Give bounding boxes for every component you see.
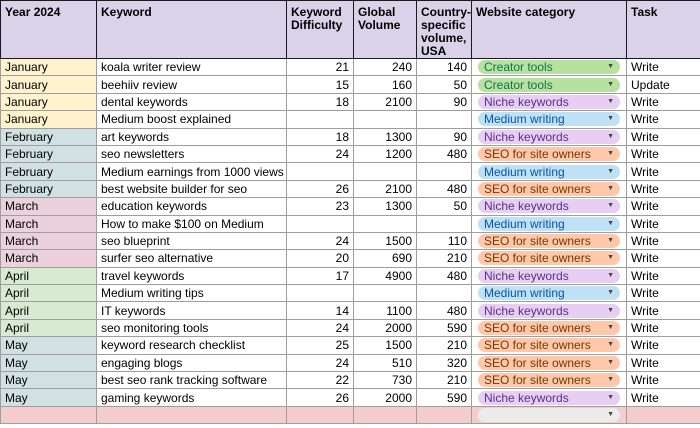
category-label: Medium writing — [484, 216, 565, 231]
cell-global-volume[interactable] — [354, 111, 417, 128]
cell-keyword[interactable]: seo newsletters — [97, 145, 287, 162]
cell-task[interactable]: Update — [627, 76, 700, 93]
table-row — [1, 372, 700, 389]
cell-keyword[interactable]: Medium writing tips — [97, 285, 287, 302]
triangle-down-icon: ▼ — [607, 289, 614, 297]
cell-keyword[interactable]: best seo rank tracking software — [97, 372, 287, 389]
table-row — [1, 337, 700, 354]
cell-country-volume[interactable]: 480 — [417, 180, 472, 197]
cell-country-volume[interactable]: 210 — [417, 372, 472, 389]
cell-difficulty[interactable]: 24 — [287, 232, 354, 249]
cell-month[interactable]: March — [1, 250, 97, 267]
cell-global-volume[interactable]: 1500 — [354, 232, 417, 249]
cell-keyword[interactable]: gaming keywords — [97, 389, 287, 406]
cell-category[interactable] — [472, 302, 627, 319]
category-dropdown-chip[interactable] — [478, 234, 620, 248]
cell-country-volume[interactable] — [417, 111, 472, 128]
category-dropdown-chip[interactable] — [478, 95, 620, 109]
cell-task[interactable]: Write — [627, 389, 700, 406]
cell-difficulty[interactable]: 26 — [287, 389, 354, 406]
cell-category[interactable] — [472, 285, 627, 302]
cell-month[interactable]: February — [1, 180, 97, 197]
triangle-down-icon: ▼ — [607, 411, 614, 418]
category-label: Niche keywords — [484, 199, 569, 214]
cell-country-volume[interactable] — [417, 163, 472, 180]
cell-task[interactable]: Write — [627, 59, 700, 76]
cell-category[interactable] — [472, 145, 627, 162]
triangle-down-icon: ▼ — [607, 80, 614, 88]
header-difficulty[interactable]: Keyword Difficulty — [287, 1, 354, 59]
cell-category[interactable] — [472, 267, 627, 284]
cell-category[interactable] — [472, 93, 627, 110]
cell-country-volume[interactable]: 590 — [417, 319, 472, 336]
category-label: Medium writing — [484, 164, 565, 179]
cell-task[interactable]: Write — [627, 128, 700, 145]
category-label: Niche keywords — [484, 303, 569, 318]
cell-global-volume[interactable]: 1200 — [354, 145, 417, 162]
category-label: Creator tools — [484, 60, 553, 75]
cell-task[interactable]: Write — [627, 145, 700, 162]
cell-difficulty[interactable]: 21 — [287, 59, 354, 76]
triangle-down-icon: ▼ — [607, 132, 614, 140]
cell-difficulty[interactable]: 22 — [287, 372, 354, 389]
cell-month[interactable]: March — [1, 215, 97, 232]
cell-country-volume[interactable]: 50 — [417, 198, 472, 215]
cell-keyword[interactable] — [97, 406, 287, 423]
table-row — [1, 267, 700, 284]
cell-category[interactable] — [472, 372, 627, 389]
category-label: SEO for site owners — [484, 355, 591, 370]
cell-task[interactable]: Write — [627, 354, 700, 371]
cell-keyword[interactable]: How to make $100 on Medium — [97, 215, 287, 232]
cell-month[interactable]: February — [1, 163, 97, 180]
category-dropdown-chip[interactable] — [478, 147, 620, 161]
cell-difficulty[interactable]: 24 — [287, 354, 354, 371]
triangle-down-icon: ▼ — [607, 97, 614, 105]
cell-task[interactable]: Write — [627, 198, 700, 215]
cell-month[interactable]: February — [1, 145, 97, 162]
cell-month[interactable]: May — [1, 354, 97, 371]
category-dropdown-chip[interactable] — [478, 321, 620, 335]
cell-category[interactable] — [472, 319, 627, 336]
cell-task[interactable]: Write — [627, 111, 700, 128]
category-dropdown-chip[interactable] — [478, 269, 620, 283]
cell-global-volume[interactable]: 510 — [354, 354, 417, 371]
cell-keyword[interactable]: dental keywords — [97, 93, 287, 110]
cell-month[interactable]: January — [1, 76, 97, 93]
cell-country-volume[interactable]: 50 — [417, 76, 472, 93]
triangle-down-icon: ▼ — [607, 306, 614, 314]
triangle-down-icon: ▼ — [607, 376, 614, 384]
triangle-down-icon: ▼ — [607, 393, 614, 401]
category-dropdown-chip[interactable] — [478, 373, 620, 387]
cell-global-volume[interactable]: 2000 — [354, 319, 417, 336]
cell-task[interactable]: Write — [627, 319, 700, 336]
cell-keyword[interactable]: engaging blogs — [97, 354, 287, 371]
table-body — [1, 59, 700, 424]
cell-country-volume[interactable] — [417, 285, 472, 302]
triangle-down-icon: ▼ — [607, 184, 614, 192]
cell-task[interactable]: Write — [627, 163, 700, 180]
cell-global-volume[interactable] — [354, 285, 417, 302]
cell-difficulty[interactable] — [287, 285, 354, 302]
category-dropdown-chip[interactable] — [478, 182, 620, 196]
cell-difficulty[interactable]: 17 — [287, 267, 354, 284]
cell-category[interactable] — [472, 180, 627, 197]
category-label: Niche keywords — [484, 129, 569, 144]
header-year[interactable]: Year 2024 — [1, 1, 97, 59]
cell-difficulty[interactable] — [287, 406, 354, 423]
category-label: SEO for site owners — [484, 338, 591, 353]
cell-keyword[interactable]: beehiiv review — [97, 76, 287, 93]
category-dropdown-chip[interactable] — [478, 130, 620, 144]
cell-country-volume[interactable]: 480 — [417, 267, 472, 284]
cell-keyword[interactable]: art keywords — [97, 128, 287, 145]
cell-difficulty[interactable] — [287, 163, 354, 180]
header-global-volume[interactable]: Global Volume — [354, 1, 417, 59]
cell-global-volume[interactable]: 690 — [354, 250, 417, 267]
category-dropdown-chip[interactable] — [478, 304, 620, 318]
category-label: SEO for site owners — [484, 321, 591, 336]
table-row — [1, 302, 700, 319]
cell-country-volume[interactable]: 140 — [417, 59, 472, 76]
triangle-down-icon: ▼ — [607, 237, 614, 245]
table-row — [1, 232, 700, 249]
cell-month[interactable]: April — [1, 319, 97, 336]
table-row — [1, 111, 700, 128]
cell-task[interactable]: Write — [627, 302, 700, 319]
cell-keyword[interactable]: Medium earnings from 1000 views — [97, 163, 287, 180]
cell-difficulty[interactable]: 26 — [287, 180, 354, 197]
cell-keyword[interactable]: seo blueprint — [97, 232, 287, 249]
cell-global-volume[interactable]: 2100 — [354, 93, 417, 110]
cell-difficulty[interactable]: 14 — [287, 302, 354, 319]
cell-country-volume[interactable]: 210 — [417, 250, 472, 267]
category-label: SEO for site owners — [484, 147, 591, 162]
category-label: Niche keywords — [484, 390, 569, 405]
cell-difficulty[interactable]: 18 — [287, 93, 354, 110]
cell-difficulty[interactable]: 24 — [287, 319, 354, 336]
cell-difficulty[interactable]: 23 — [287, 198, 354, 215]
cell-keyword[interactable]: education keywords — [97, 198, 287, 215]
cell-global-volume[interactable]: 1500 — [354, 337, 417, 354]
table-row — [1, 145, 700, 162]
category-label: SEO for site owners — [484, 234, 591, 249]
cell-difficulty[interactable]: 15 — [287, 76, 354, 93]
cell-difficulty[interactable]: 24 — [287, 145, 354, 162]
cell-category[interactable] — [472, 128, 627, 145]
category-dropdown-chip[interactable] — [478, 217, 620, 231]
empty-row — [1, 406, 700, 423]
cell-category[interactable] — [472, 389, 627, 406]
cell-category[interactable] — [472, 163, 627, 180]
category-label: Medium writing — [484, 286, 565, 301]
cell-country-volume[interactable]: 590 — [417, 389, 472, 406]
cell-category[interactable] — [472, 59, 627, 76]
category-dropdown-chip[interactable] — [478, 251, 620, 265]
category-dropdown-chip[interactable] — [478, 60, 620, 74]
triangle-down-icon: ▼ — [607, 271, 614, 279]
category-dropdown-chip[interactable] — [478, 356, 620, 370]
table-row — [1, 59, 700, 76]
header-category[interactable]: Website category — [472, 1, 627, 59]
table-row — [1, 215, 700, 232]
cell-task[interactable]: Write — [627, 215, 700, 232]
category-label: SEO for site owners — [484, 181, 591, 196]
cell-task[interactable]: Write — [627, 93, 700, 110]
cell-global-volume[interactable] — [354, 163, 417, 180]
cell-keyword[interactable]: best website builder for seo — [97, 180, 287, 197]
cell-difficulty[interactable] — [287, 111, 354, 128]
cell-task[interactable]: Write — [627, 180, 700, 197]
cell-task[interactable]: Write — [627, 232, 700, 249]
table-row — [1, 128, 700, 145]
cell-global-volume[interactable]: 1100 — [354, 302, 417, 319]
cell-month[interactable]: January — [1, 111, 97, 128]
table-row — [1, 389, 700, 406]
triangle-down-icon: ▼ — [607, 202, 614, 210]
category-dropdown-chip[interactable] — [478, 391, 620, 405]
cell-category[interactable] — [472, 76, 627, 93]
cell-keyword[interactable]: IT keywords — [97, 302, 287, 319]
cell-global-volume[interactable]: 730 — [354, 372, 417, 389]
cell-task[interactable]: Write — [627, 372, 700, 389]
cell-category[interactable] — [472, 232, 627, 249]
cell-difficulty[interactable]: 18 — [287, 128, 354, 145]
cell-task[interactable]: Write — [627, 285, 700, 302]
cell-difficulty[interactable] — [287, 215, 354, 232]
category-dropdown-chip[interactable] — [478, 338, 620, 352]
cell-country-volume[interactable]: 90 — [417, 128, 472, 145]
cell-month[interactable]: April — [1, 302, 97, 319]
table-row — [1, 319, 700, 336]
cell-month[interactable] — [1, 406, 97, 423]
cell-month[interactable]: March — [1, 198, 97, 215]
table-row — [1, 76, 700, 93]
table-row — [1, 93, 700, 110]
cell-country-volume[interactable] — [417, 406, 472, 423]
table-row — [1, 285, 700, 302]
category-label: SEO for site owners — [484, 251, 591, 266]
cell-global-volume[interactable]: 2100 — [354, 180, 417, 197]
cell-global-volume[interactable]: 1300 — [354, 128, 417, 145]
cell-global-volume[interactable]: 1300 — [354, 198, 417, 215]
cell-country-volume[interactable]: 480 — [417, 145, 472, 162]
cell-category[interactable] — [472, 198, 627, 215]
table-row — [1, 163, 700, 180]
table-row — [1, 180, 700, 197]
cell-task[interactable]: Write — [627, 337, 700, 354]
cell-month[interactable]: January — [1, 59, 97, 76]
header-row — [1, 1, 700, 59]
cell-keyword[interactable]: surfer seo alternative — [97, 250, 287, 267]
category-dropdown-chip[interactable] — [478, 286, 620, 300]
cell-category[interactable] — [472, 337, 627, 354]
triangle-down-icon: ▼ — [607, 341, 614, 349]
cell-keyword[interactable]: seo monitoring tools — [97, 319, 287, 336]
category-dropdown-chip[interactable] — [478, 165, 620, 179]
triangle-down-icon: ▼ — [607, 324, 614, 332]
triangle-down-icon: ▼ — [607, 167, 614, 175]
triangle-down-icon: ▼ — [607, 254, 614, 262]
category-dropdown-chip[interactable] — [478, 199, 620, 213]
cell-keyword[interactable]: Medium boost explained — [97, 111, 287, 128]
cell-global-volume[interactable]: 240 — [354, 59, 417, 76]
header-task[interactable]: Task — [627, 1, 700, 59]
category-dropdown-chip[interactable] — [478, 112, 620, 126]
header-country-volume[interactable]: Country-specific volume, USA — [417, 1, 472, 59]
category-label: Creator tools — [484, 77, 553, 92]
cell-month[interactable]: April — [1, 285, 97, 302]
table-row — [1, 354, 700, 371]
cell-category[interactable] — [472, 406, 627, 423]
category-label: SEO for site owners — [484, 373, 591, 388]
cell-category[interactable] — [472, 111, 627, 128]
cell-month[interactable]: May — [1, 337, 97, 354]
cell-country-volume[interactable] — [417, 215, 472, 232]
cell-keyword[interactable]: travel keywords — [97, 267, 287, 284]
category-label: Medium writing — [484, 112, 565, 127]
category-label: Niche keywords — [484, 94, 569, 109]
cell-month[interactable]: April — [1, 267, 97, 284]
cell-global-volume[interactable]: 4900 — [354, 267, 417, 284]
cell-country-volume[interactable]: 480 — [417, 302, 472, 319]
cell-month[interactable]: March — [1, 232, 97, 249]
table-row — [1, 198, 700, 215]
cell-category[interactable] — [472, 250, 627, 267]
cell-month[interactable]: January — [1, 93, 97, 110]
cell-keyword[interactable]: keyword research checklist — [97, 337, 287, 354]
category-dropdown-chip[interactable] — [478, 78, 620, 92]
cell-month[interactable]: February — [1, 128, 97, 145]
cell-month[interactable]: May — [1, 372, 97, 389]
triangle-down-icon: ▼ — [607, 63, 614, 71]
category-label: Niche keywords — [484, 268, 569, 283]
category-dropdown-empty[interactable] — [478, 408, 620, 422]
cell-global-volume[interactable] — [354, 215, 417, 232]
cell-task[interactable] — [627, 406, 700, 423]
cell-category[interactable] — [472, 354, 627, 371]
cell-global-volume[interactable]: 160 — [354, 76, 417, 93]
cell-country-volume[interactable]: 90 — [417, 93, 472, 110]
cell-country-volume[interactable]: 210 — [417, 337, 472, 354]
cell-global-volume[interactable] — [354, 406, 417, 423]
cell-keyword[interactable]: koala writer review — [97, 59, 287, 76]
triangle-down-icon: ▼ — [607, 219, 614, 227]
cell-category[interactable] — [472, 215, 627, 232]
triangle-down-icon: ▼ — [607, 358, 614, 366]
cell-country-volume[interactable]: 110 — [417, 232, 472, 249]
table-row — [1, 250, 700, 267]
cell-month[interactable]: May — [1, 389, 97, 406]
cell-global-volume[interactable]: 2000 — [354, 389, 417, 406]
cell-task[interactable]: Write — [627, 250, 700, 267]
cell-difficulty[interactable]: 25 — [287, 337, 354, 354]
triangle-down-icon: ▼ — [607, 115, 614, 123]
cell-country-volume[interactable]: 320 — [417, 354, 472, 371]
header-keyword[interactable]: Keyword — [97, 1, 287, 59]
cell-task[interactable]: Write — [627, 267, 700, 284]
triangle-down-icon: ▼ — [607, 150, 614, 158]
cell-difficulty[interactable]: 20 — [287, 250, 354, 267]
